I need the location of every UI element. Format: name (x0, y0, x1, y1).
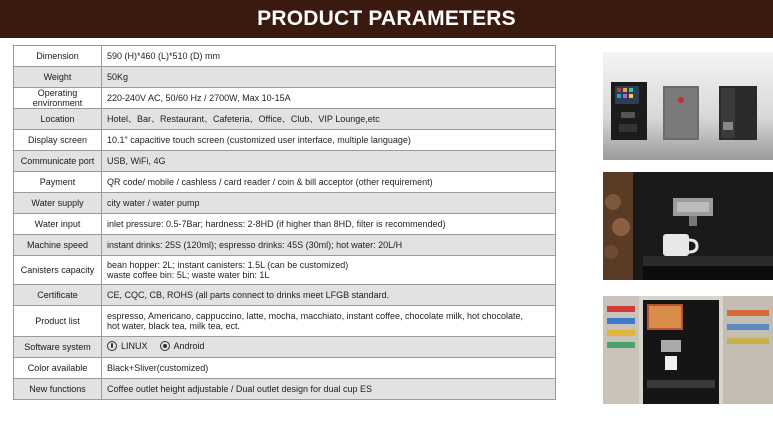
row-value-line: hot water, black tea, milk tea, ect. (107, 321, 241, 331)
row-label: Communicate port (14, 151, 102, 172)
row-label: Operating environment (14, 88, 102, 109)
row-value-line: bean hopper: 2L; instant canisters: 1.5L (can be customized) (107, 260, 349, 270)
table-row (14, 46, 556, 67)
page-title: PRODUCT PARAMETERS (257, 7, 516, 30)
row-label: Display screen (14, 130, 102, 151)
row-label: Product list (14, 306, 102, 337)
software-item (107, 341, 148, 351)
table-row (14, 109, 556, 130)
software-item (160, 341, 205, 351)
table-row (14, 285, 556, 306)
row-value (102, 337, 556, 358)
table-row (14, 306, 556, 337)
header-banner (0, 0, 773, 38)
row-value: USB, WiFi, 4G (102, 151, 556, 172)
row-value: CE, CQC, CB, ROHS (all parts connect to drinks meet LFGB standard. (102, 285, 556, 306)
software-name: Android (173, 341, 205, 351)
row-value: city water / water pump (102, 193, 556, 214)
product-photo-in-store (603, 296, 773, 404)
table-row (14, 151, 556, 172)
row-label: Color available (14, 358, 102, 379)
row-label: New functions (14, 379, 102, 400)
row-value: Coffee outlet height adjustable / Dual outlet design for dual cup ES (102, 379, 556, 400)
row-label: Weight (14, 67, 102, 88)
row-value: 50Kg (102, 67, 556, 88)
table-row (14, 88, 556, 109)
row-label: Water supply (14, 193, 102, 214)
row-value: 590 (H)*460 (L)*510 (D) mm (102, 46, 556, 67)
table-row (14, 214, 556, 235)
table-row (14, 337, 556, 358)
row-value: 10.1" capacitive touch screen (customized user interface, multiple language) (102, 130, 556, 151)
row-value (102, 306, 556, 337)
product-photo-dispenser-closeup (603, 172, 773, 280)
row-label: Software system (14, 337, 102, 358)
row-value: instant drinks: 25S (120ml); espresso drinks: 45S (30ml); hot water: 20L/H (102, 235, 556, 256)
table-row (14, 379, 556, 400)
row-label: Canisters capacity (14, 256, 102, 285)
row-value: Hotel、Bar、Restaurant、Cafeteria、Office、Club、VIP Lounge,etc (102, 109, 556, 130)
table-row (14, 235, 556, 256)
row-value: inlet pressure: 0.5-7Bar; hardness: 2-8HD (if higher than 8HD, filter is recommended) (102, 214, 556, 235)
row-value: 220-240V AC, 50/60 Hz / 2700W, Max 10-15A (102, 88, 556, 109)
software-name: LINUX (121, 341, 148, 351)
row-label: Machine speed (14, 235, 102, 256)
table-row (14, 358, 556, 379)
row-value: Black+Sliver(customized) (102, 358, 556, 379)
parameters-table (13, 45, 556, 400)
linux-icon (107, 341, 117, 351)
table-row (14, 256, 556, 285)
row-label: Location (14, 109, 102, 130)
table-row (14, 67, 556, 88)
table-row (14, 193, 556, 214)
table-row (14, 130, 556, 151)
row-label: Dimension (14, 46, 102, 67)
row-label: Payment (14, 172, 102, 193)
android-icon (160, 341, 170, 351)
table-row (14, 172, 556, 193)
row-value-line: waste coffee bin: 5L; waste water bin: 1L (107, 270, 270, 280)
row-value (102, 256, 556, 285)
row-label: Water input (14, 214, 102, 235)
product-photo-three-views (603, 52, 773, 160)
row-value-line: espresso, Americano, cappuccino, latte, mocha, macchiato, instant coffee, chocolate milk, hot chocolate, (107, 311, 524, 321)
row-label: Certificate (14, 285, 102, 306)
row-value: QR code/ mobile / cashless / card reader / coin & bill acceptor (other requirement) (102, 172, 556, 193)
